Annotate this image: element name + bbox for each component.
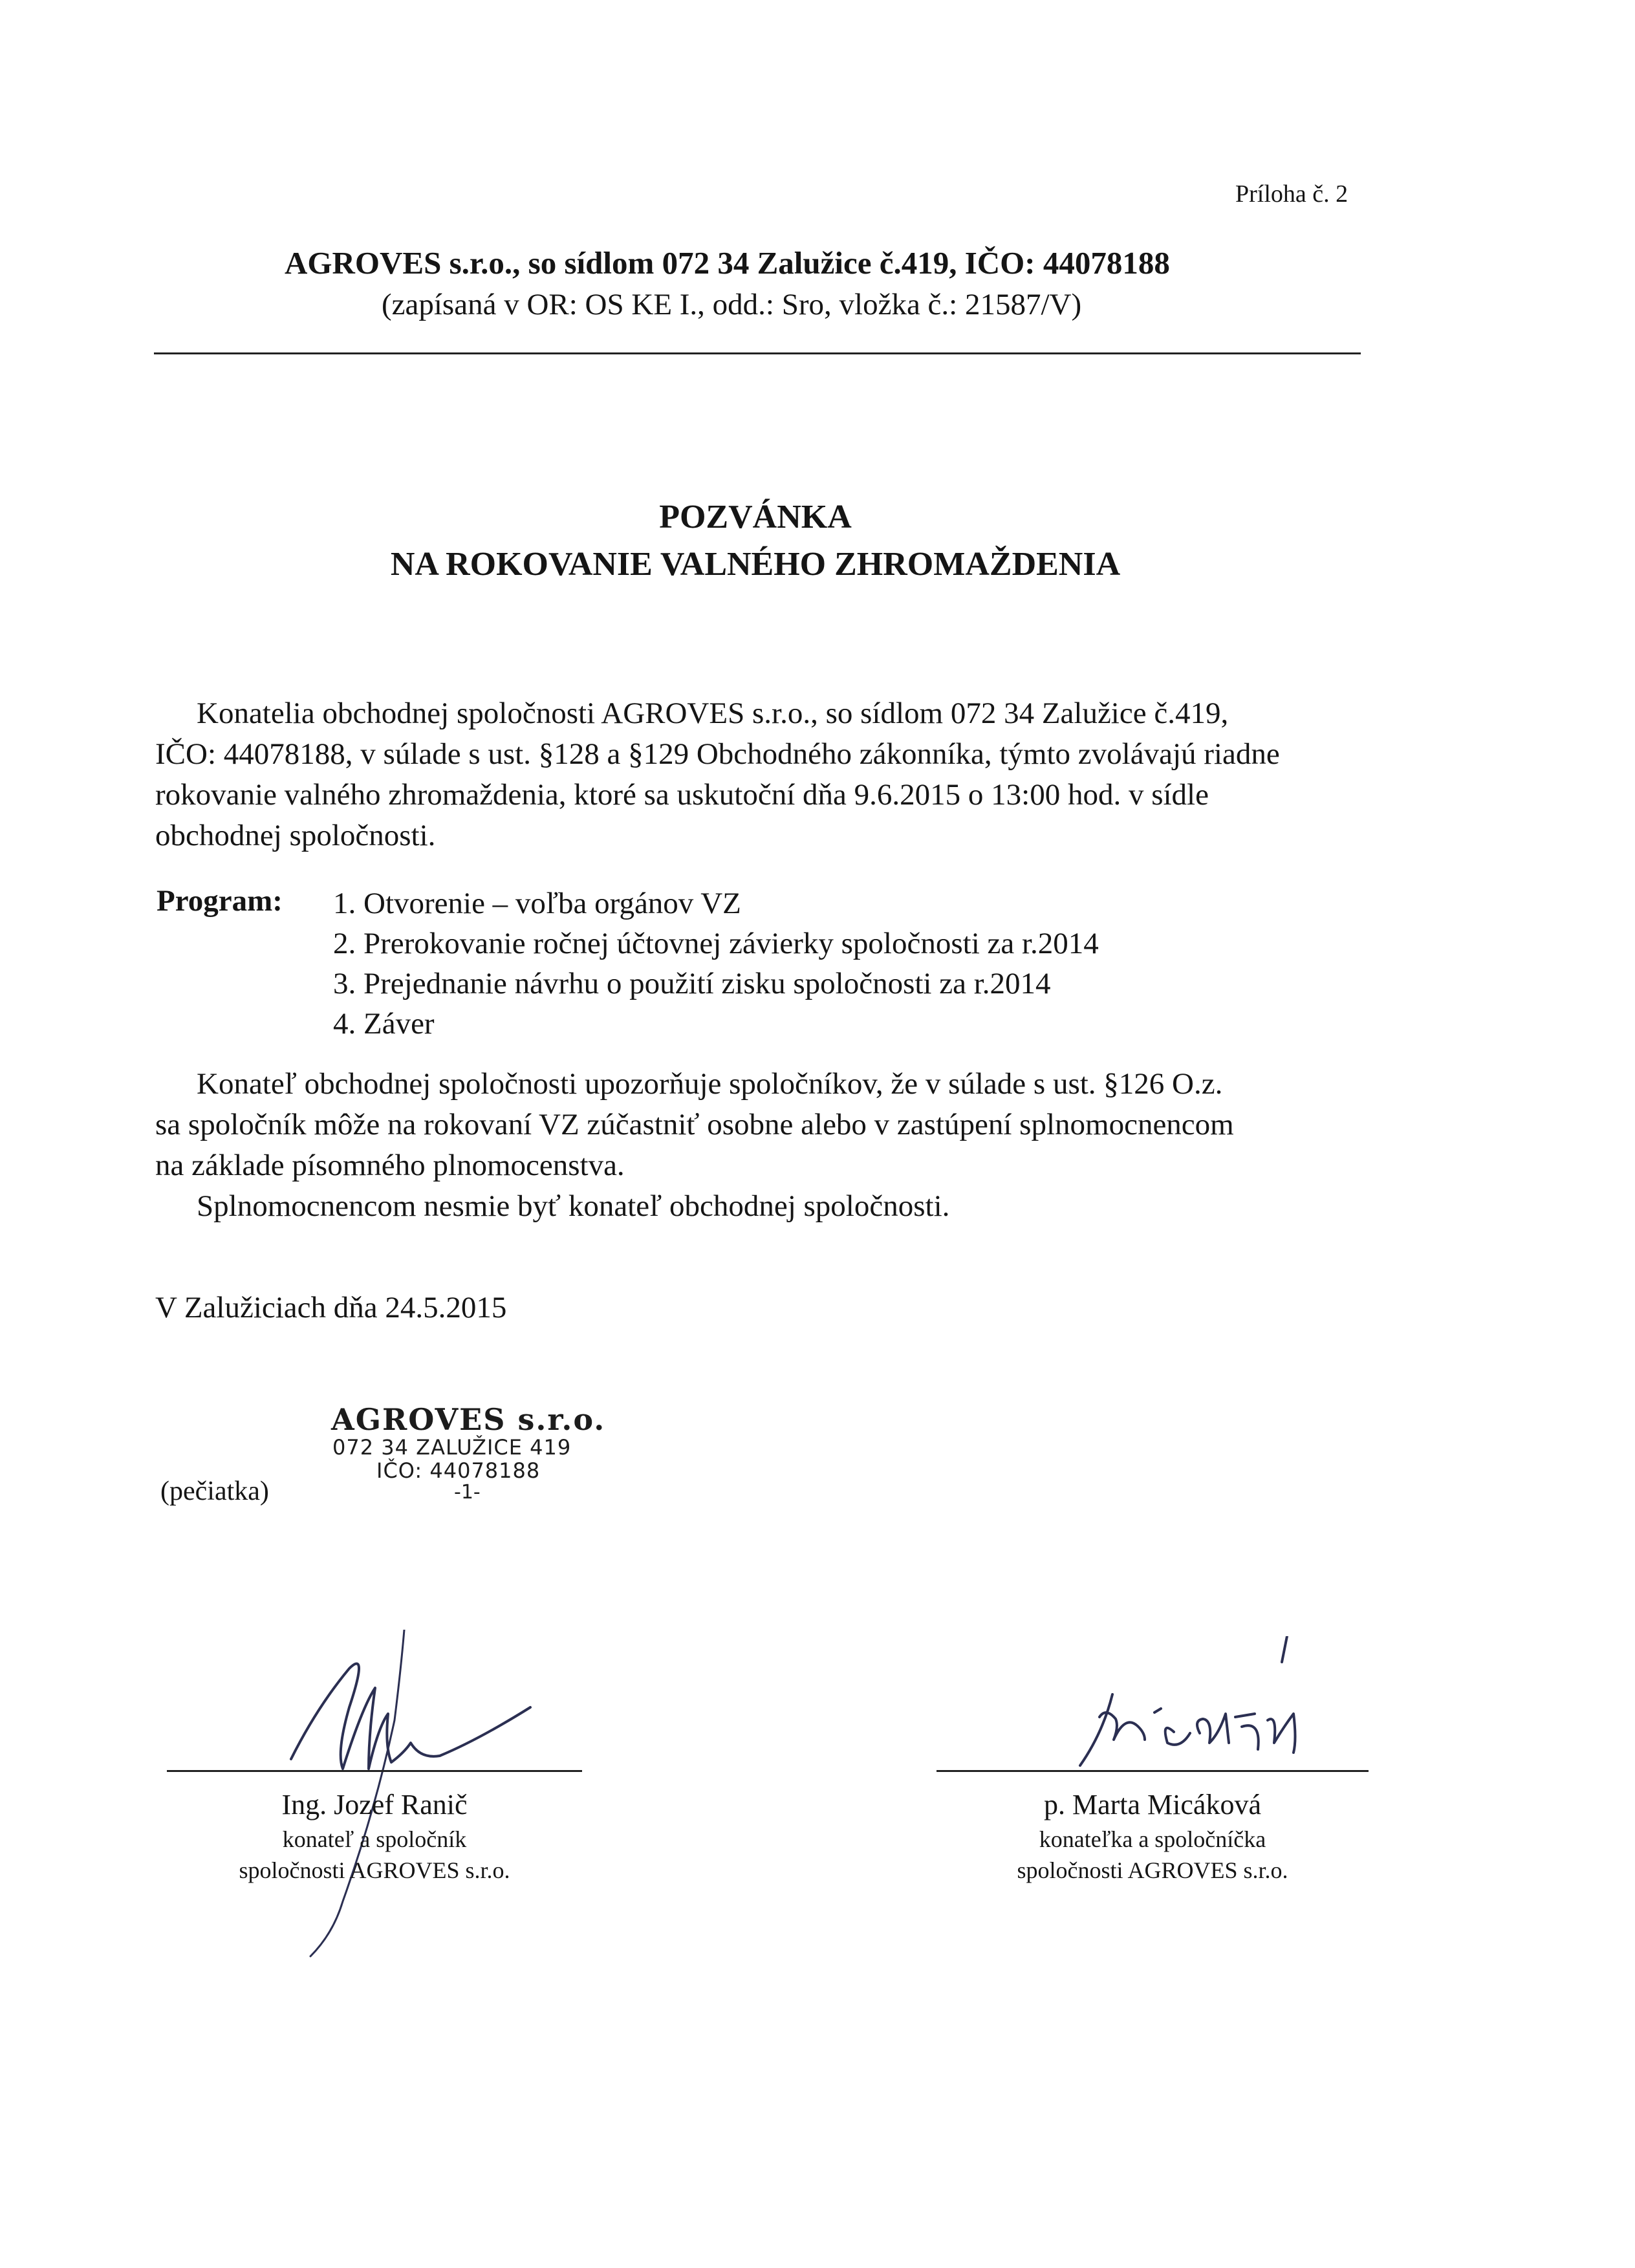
agenda-list bbox=[333, 883, 1099, 1044]
agenda-item: 2. Prerokovanie ročnej účtovnej závierky spoločnosti za r.2014 bbox=[333, 927, 1099, 960]
document-subtitle: NA ROKOVANIE VALNÉHO ZHROMAŽDENIA bbox=[390, 546, 1121, 583]
annex-label: Príloha č. 2 bbox=[1235, 180, 1348, 208]
registry-info: (zapísaná v OR: OS KE I., odd.: Sro, vložka č.: 21587/V) bbox=[382, 288, 1082, 321]
agenda-item: 1. Otvorenie – voľba orgánov VZ bbox=[333, 887, 741, 920]
intro-line: rokovanie valného zhromaždenia, ktoré sa uskutoční dňa 9.6.2015 o 13:00 hod. v sídle bbox=[155, 778, 1209, 812]
stamp-company: AGROVES s.r.o. bbox=[331, 1402, 606, 1437]
stamp-address: 072 34 ZALUŽICE 419 bbox=[332, 1435, 572, 1460]
intro-line: obchodnej spoločnosti. bbox=[155, 819, 436, 852]
notice-line: sa spoločník môže na rokovaní VZ zúčastniť osobne alebo v zastúpení splnomocnencom bbox=[155, 1108, 1234, 1141]
company-stamp bbox=[331, 1403, 605, 1503]
intro-line: Konatelia obchodnej spoločnosti AGROVES s.r.o., so sídlom 072 34 Zalužice č.419, bbox=[197, 697, 1229, 730]
place-date: V Zalužiciach dňa 24.5.2015 bbox=[155, 1291, 507, 1324]
signatory-name: Ing. Jozef Ranič bbox=[281, 1789, 468, 1820]
program-label: Program: bbox=[157, 884, 283, 918]
intro-paragraph bbox=[155, 693, 1280, 856]
signatory-company: spoločnosti AGROVES s.r.o. bbox=[239, 1857, 510, 1883]
signature-line-right bbox=[937, 1770, 1369, 1772]
signatory-right bbox=[937, 1786, 1369, 1886]
company-header: AGROVES s.r.o., so sídlom 072 34 Zalužice č.419, IČO: 44078188 bbox=[285, 245, 1170, 281]
signatory-left bbox=[167, 1786, 582, 1886]
agenda-item: 4. Záver bbox=[333, 1007, 435, 1041]
notice-line: Splnomocnencom nesmie byť konateľ obchodnej spoločnosti. bbox=[197, 1189, 950, 1223]
stamp-label: (pečiatka) bbox=[160, 1476, 269, 1506]
signature-right bbox=[1054, 1636, 1326, 1785]
stamp-ico: IČO: 44078188 bbox=[376, 1458, 541, 1483]
stamp-number: -1- bbox=[454, 1481, 481, 1504]
signature-line-left bbox=[167, 1770, 582, 1772]
signatory-name: p. Marta Micáková bbox=[1044, 1789, 1261, 1820]
agenda-item: 3. Prejednanie návrhu o použití zisku spoločnosti za r.2014 bbox=[333, 967, 1051, 1000]
notice-line: Konateľ obchodnej spoločnosti upozorňuje spoločníkov, že v súlade s ust. §126 O.z. bbox=[197, 1067, 1223, 1101]
signatory-role: konateľka a spoločníčka bbox=[1039, 1826, 1266, 1852]
signatory-role: konateľ a spoločník bbox=[282, 1826, 467, 1852]
notice-line: na základe písomného plnomocenstva. bbox=[155, 1149, 625, 1182]
document-title: POZVÁNKA bbox=[659, 499, 852, 535]
signatory-company: spoločnosti AGROVES s.r.o. bbox=[1017, 1857, 1288, 1883]
notice-paragraph bbox=[155, 1064, 1234, 1227]
header-divider bbox=[154, 352, 1361, 354]
intro-line: IČO: 44078188, v súlade s ust. §128 a §129 Obchodného zákonníka, týmto zvolávajú riadne bbox=[155, 737, 1280, 771]
